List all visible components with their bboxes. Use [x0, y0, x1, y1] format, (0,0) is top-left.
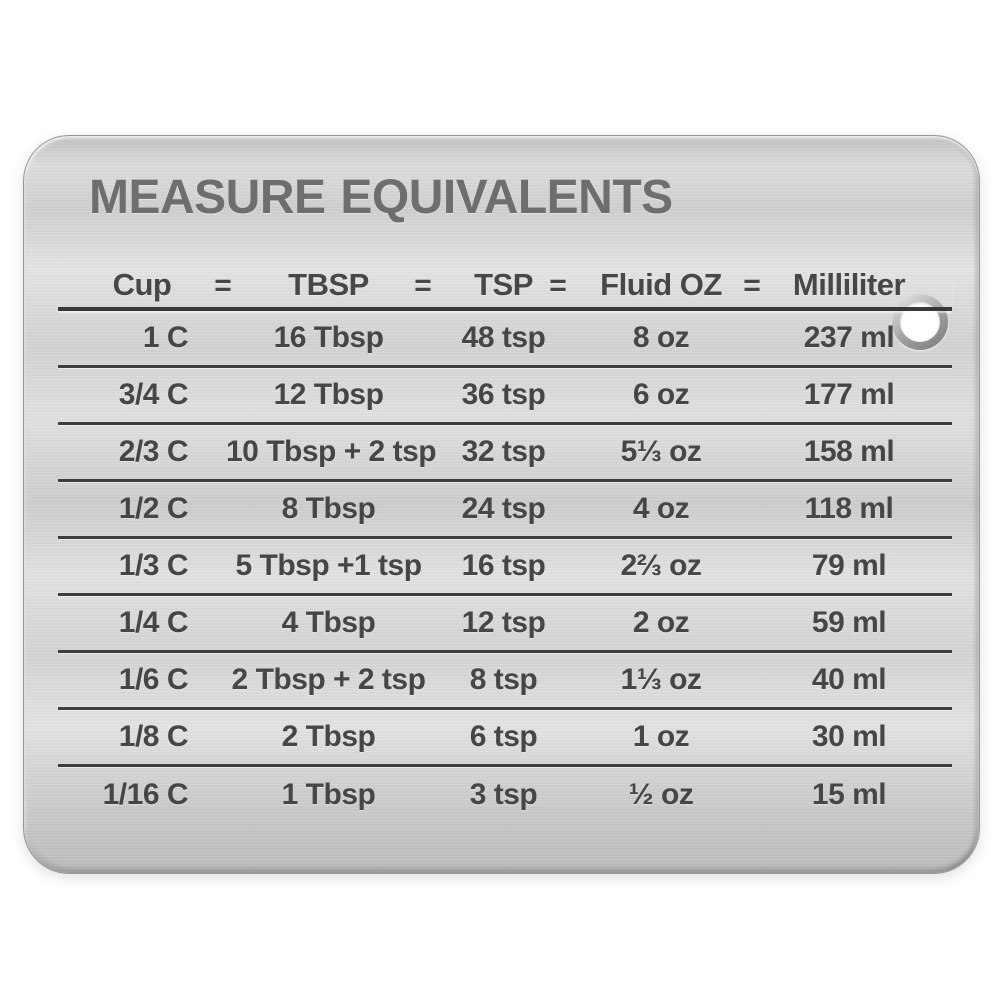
ml-value: 79 ml	[811, 549, 887, 582]
table-row	[58, 539, 952, 596]
equals-sign: =	[414, 269, 432, 302]
table-row	[58, 425, 952, 482]
oz-value: 1⅓ oz	[620, 663, 702, 696]
ml-value: 158 ml	[803, 435, 895, 468]
tsp-value: 48 tsp	[461, 321, 546, 354]
tsp-value: 6 tsp	[469, 720, 538, 753]
cup-value: 1/6 C	[118, 663, 188, 696]
tbsp-value: 5 Tbsp +1 tsp	[235, 549, 422, 582]
cup-value: 1/2 C	[118, 492, 188, 525]
ml-value: 40 ml	[811, 663, 887, 696]
table-row	[58, 311, 952, 368]
table-row	[58, 596, 952, 653]
oz-value: 8 oz	[632, 321, 690, 354]
tbsp-value: 8 Tbsp	[281, 492, 376, 525]
oz-value: 5⅓ oz	[620, 435, 702, 468]
cup-value: 3/4 C	[118, 378, 188, 411]
header-fluid-oz: Fluid OZ	[600, 267, 722, 302]
cup-value: 1 C	[142, 321, 188, 354]
table-row	[58, 710, 952, 767]
equals-sign: =	[743, 269, 761, 302]
cup-value: 1/16 C	[102, 778, 188, 811]
tsp-value: 8 tsp	[469, 663, 538, 696]
tbsp-value: 2 Tbsp + 2 tsp	[231, 663, 426, 696]
tbsp-value: 2 Tbsp	[281, 720, 376, 753]
conversion-table	[58, 257, 952, 823]
tsp-value: 24 tsp	[461, 492, 546, 525]
cup-value: 1/8 C	[118, 720, 188, 753]
table-row	[58, 767, 952, 823]
header-tsp: TSP	[474, 267, 533, 302]
ml-value: 15 ml	[811, 778, 887, 811]
tsp-value: 16 tsp	[461, 549, 546, 582]
tbsp-value: 12 Tbsp	[273, 378, 384, 411]
table-header	[58, 257, 952, 311]
tbsp-value: 10 Tbsp + 2 tsp	[226, 435, 437, 468]
oz-value: 2 oz	[632, 606, 690, 639]
oz-value: ½ oz	[628, 778, 694, 811]
cup-value: 2/3 C	[118, 435, 188, 468]
oz-value: 2⅔ oz	[620, 549, 702, 582]
oz-value: 4 oz	[632, 492, 690, 525]
plate-title: MEASURE EQUIVALENTS	[89, 171, 673, 224]
equals-sign: =	[549, 269, 567, 302]
tsp-value: 32 tsp	[461, 435, 546, 468]
oz-value: 6 oz	[632, 378, 690, 411]
tbsp-value: 4 Tbsp	[281, 606, 376, 639]
table-row	[58, 653, 952, 710]
ml-value: 30 ml	[811, 720, 887, 753]
tsp-value: 36 tsp	[461, 378, 546, 411]
header-cup: Cup	[112, 267, 172, 302]
tbsp-value: 1 Tbsp	[281, 778, 376, 811]
cup-value: 1/3 C	[118, 549, 188, 582]
steel-plate	[23, 135, 980, 874]
equals-sign: =	[214, 269, 232, 302]
table-row	[58, 368, 952, 425]
oz-value: 1 oz	[632, 720, 690, 753]
tbsp-value: 16 Tbsp	[273, 321, 384, 354]
cup-value: 1/4 C	[118, 606, 188, 639]
tsp-value: 3 tsp	[469, 778, 538, 811]
table-row	[58, 482, 952, 539]
tsp-value: 12 tsp	[461, 606, 546, 639]
ml-value: 59 ml	[811, 606, 887, 639]
header-milliliter: Milliliter	[792, 267, 906, 302]
ml-value: 237 ml	[803, 321, 895, 354]
header-tbsp: TBSP	[288, 267, 369, 302]
ml-value: 177 ml	[803, 378, 895, 411]
ml-value: 118 ml	[804, 492, 894, 525]
